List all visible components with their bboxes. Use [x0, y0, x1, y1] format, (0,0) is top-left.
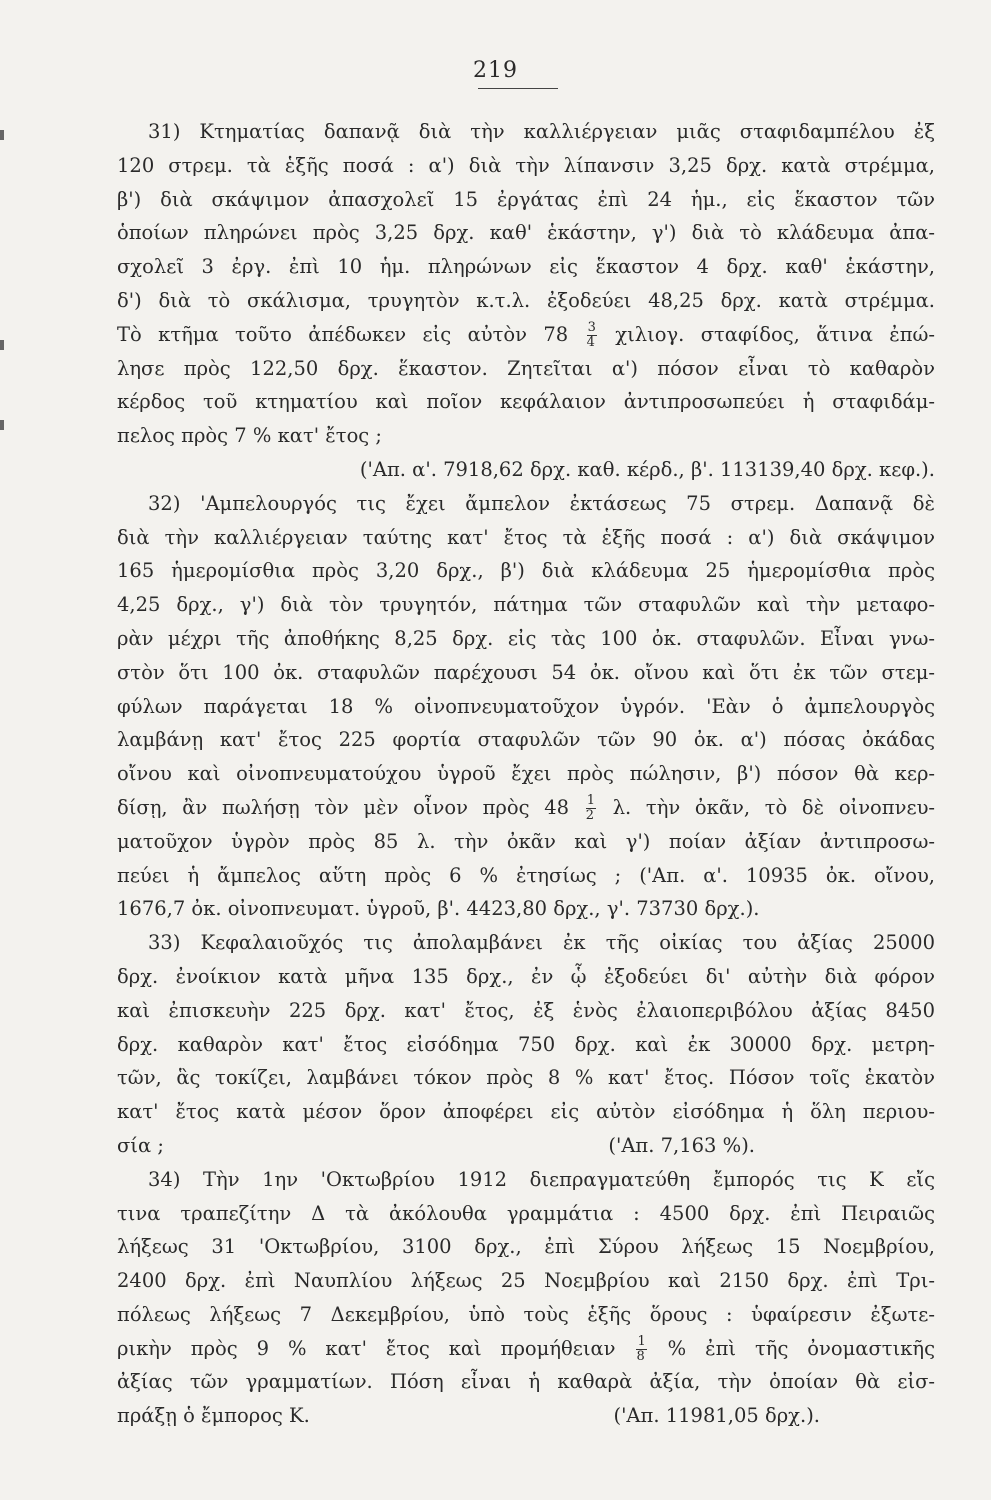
text-line-with-answer [117, 1129, 935, 1163]
text-line-with-answer [117, 1399, 935, 1433]
answer: ('Απ. 7,163 %). [608, 1133, 755, 1157]
text-line: ὁποίων πληρώνει πρὸς 3,25 δρχ. καθ' ἑκάστην, γ') διὰ τὸ κλάδευμα ἀπα- [117, 221, 935, 245]
text-fragment: ρικὴν πρὸς 9 % κατ' ἔτος καὶ προμήθειαν [117, 1336, 616, 1360]
page-edge-mark [0, 420, 4, 430]
text-fragment: λ. τὴν ὀκᾶν, τὸ δὲ οἰνοπνευ- [612, 795, 936, 819]
page-number: 219 [473, 58, 518, 83]
page-text [117, 115, 935, 1433]
text-fragment: χιλιογ. σταφίδος, ἅτινα ἐπώ- [615, 322, 936, 346]
text-line-with-fraction [117, 1332, 935, 1366]
text-line: πόλεως λήξεως 7 Δεκεμβρίου, ὑπὸ τοὺς ἑξῆς ὅρους : ὑφαίρεσιν ἐξωτε- [117, 1302, 935, 1326]
text-line: 1676,7 ὀκ. οἰνοπνευματ. ὑγροῦ, β'. 4423,80 δρχ., γ'. 73730 δρχ.). [117, 897, 760, 921]
fraction-numerator: 3 [587, 319, 596, 335]
fraction-denominator: 8 [636, 1348, 645, 1364]
text-line: 33) Κεφαλαιοῦχός τις ἀπολαμβάνει ἐκ τῆς οἰκίας του ἀξίας 25000 [148, 931, 935, 955]
text-line: πεύει ἡ ἄμπελος αὕτη πρὸς 6 % ἐτησίως ; ('Απ. α'. 10935 ὀκ. οἴνου, [117, 863, 935, 887]
fraction [636, 1335, 646, 1364]
fraction-numerator: 1 [586, 792, 595, 808]
text-fragment: σία ; [117, 1133, 164, 1157]
problem-34 [117, 1163, 935, 1433]
fraction-numerator: 1 [637, 1333, 646, 1349]
text-line: δ') διὰ τὸ σκάλισμα, τρυγητὸν κ.τ.λ. ἐξοδεύει 48,25 δρχ. κατὰ στρέμμα. [117, 288, 935, 312]
text-fragment: % ἐπὶ τῆς ὀνομαστικῆς [667, 1336, 936, 1360]
text-line: ματοῦχον ὑγρὸν πρὸς 85 λ. τὴν ὀκᾶν καὶ γ') ποίαν ἀξίαν ἀντιπροσω- [117, 829, 935, 853]
problem-31 [117, 115, 935, 487]
text-line: στὸν ὅτι 100 ὀκ. σταφυλῶν παρέχουσι 54 ὀκ. οἴνου καὶ ὅτι ἐκ τῶν στεμ- [117, 660, 935, 684]
page-edge-mark [0, 130, 4, 140]
text-line: τινα τραπεζίτην Δ τὰ ἀκόλουθα γραμμάτια : 4500 δρχ. ἐπὶ Πειραιῶς [117, 1201, 935, 1225]
text-line: οἴνου καὶ οἰνοπνευματούχου ὑγροῦ ἔχει πρὸς πώλησιν, β') πόσον θὰ κερ- [117, 762, 935, 786]
text-fragment: πράξῃ ὁ ἔμπορος Κ. [117, 1404, 310, 1428]
fraction [586, 794, 596, 823]
page-edge-mark [0, 340, 4, 350]
text-fragment: δίσῃ, ἂν πωλήσῃ τὸν μὲν οἶνον πρὸς 48 [117, 795, 570, 819]
text-line: 34) Τὴν 1ην 'Οκτωβρίου 1912 διεπραγματεύθη ἔμπορός τις Κ εἴς [148, 1167, 935, 1191]
page-number-rule [478, 88, 558, 89]
text-line: 120 στρεμ. τὰ ἑξῆς ποσά : α') διὰ τὴν λίπανσιν 3,25 δρχ. κατὰ στρέμμα, [117, 153, 935, 177]
answer: ('Απ. α'. 7918,62 δρχ. καθ. κέρδ., β'. 113139,40 δρχ. κεφ.). [359, 457, 935, 481]
text-line: λησε πρὸς 122,50 δρχ. ἕκαστον. Ζητεῖται α') πόσον εἶναι τὸ καθαρὸν [117, 356, 935, 380]
text-line: λήξεως 31 'Οκτωβρίου, 3100 δρχ., ἐπὶ Σύρου λήξεως 15 Νοεμβρίου, [117, 1235, 935, 1259]
fraction-denominator: 4 [586, 334, 595, 350]
text-line: ἀξίας τῶν γραμματίων. Πόση εἶναι ἡ καθαρὰ ἀξία, τὴν ὁποίαν θὰ εἰσ- [117, 1370, 935, 1394]
text-line: λαμβάνῃ κατ' ἔτος 225 φορτία σταφυλῶν τῶν 90 ὀκ. α') πόσας ὀκάδας [117, 728, 935, 752]
fraction-denominator: 2 [585, 807, 594, 823]
text-line: σχολεῖ 3 ἐργ. ἐπὶ 10 ἡμ. πληρώνων εἰς ἕκαστον 4 δρχ. καθ' ἑκάστην, [117, 255, 935, 279]
text-line: 2400 δρχ. ἐπὶ Ναυπλίου λήξεως 25 Νοεμβρίου καὶ 2150 δρχ. ἐπὶ Τρι- [117, 1269, 935, 1293]
text-line: 165 ἡμερομίσθια πρὸς 3,20 δρχ., β') διὰ κλάδευμα 25 ἡμερομίσθια πρὸς [117, 559, 935, 583]
text-line: κατ' ἔτος κατὰ μέσον ὅρον ἀποφέρει εἰς αὐτὸν εἰσόδημα ἡ ὅλη περιου- [117, 1100, 935, 1124]
text-line: 31) Κτηματίας δαπανᾷ διὰ τὴν καλλιέργειαν μιᾶς σταφιδαμπέλου ἐξ [148, 120, 935, 143]
text-line: καὶ ἐπισκευὴν 225 δρχ. κατ' ἔτος, ἐξ ἑνὸς ἐλαιοπεριβόλου ἀξίας 8450 [117, 998, 935, 1022]
text-line: 32) 'Αμπελουργός τις ἔχει ἄμπελον ἐκτάσεως 75 στρεμ. Δαπανᾷ δὲ [148, 491, 935, 515]
text-line: ρὰν μέχρι τῆς ἀποθήκης 8,25 δρχ. εἰς τὰς 100 ὀκ. σταφυλῶν. Εἶναι γνω- [117, 626, 935, 650]
text-line: κέρδος τοῦ κτηματίου καὶ ποῖον κεφάλαιον ἀντιπροσωπεύει ἡ σταφιδάμ- [117, 390, 935, 414]
text-line: διὰ τὴν καλλιέργειαν ταύτης κατ' ἔτος τὰ ἑξῆς ποσά : α') διὰ σκάψιμον [117, 525, 935, 549]
problem-33 [117, 926, 935, 1163]
text-line-with-fraction [117, 791, 935, 825]
text-line: πελος πρὸς 7 % κατ' ἔτος ; [117, 424, 382, 448]
text-line: δρχ. καθαρὸν κατ' ἔτος εἰσόδημα 750 δρχ. καὶ ἐκ 30000 δρχ. μετρη- [117, 1032, 935, 1056]
text-line: β') διὰ σκάψιμον ἀπασχολεῖ 15 ἐργάτας ἐπὶ 24 ἡμ., εἰς ἕκαστον τῶν [117, 187, 935, 211]
text-fragment: Τὸ κτῆμα τοῦτο ἀπέδωκεν εἰς αὐτὸν 78 [117, 322, 569, 346]
text-line: φύλων παράγεται 18 % οἰνοπνευματοῦχον ὑγρόν. 'Εὰν ὁ ἀμπελουργὸς [117, 694, 935, 718]
text-line: τῶν, ἃς τοκίζει, λαμβάνει τόκον πρὸς 8 % κατ' ἔτος. Πόσον τοῖς ἑκατὸν [117, 1066, 935, 1090]
problem-32 [117, 487, 935, 926]
text-line: δρχ. ἐνοίκιον κατὰ μῆνα 135 δρχ., ἐν ᾧ ἐξοδεύει δι' αὐτὴν διὰ φόρον [117, 964, 935, 988]
answer: ('Απ. 11981,05 δρχ.). [613, 1404, 820, 1428]
fraction [587, 321, 597, 350]
text-line: 4,25 δρχ., γ') διὰ τὸν τρυγητόν, πάτημα τῶν σταφυλῶν καὶ τὴν μεταφο- [117, 593, 935, 617]
text-line-with-fraction [117, 318, 935, 352]
